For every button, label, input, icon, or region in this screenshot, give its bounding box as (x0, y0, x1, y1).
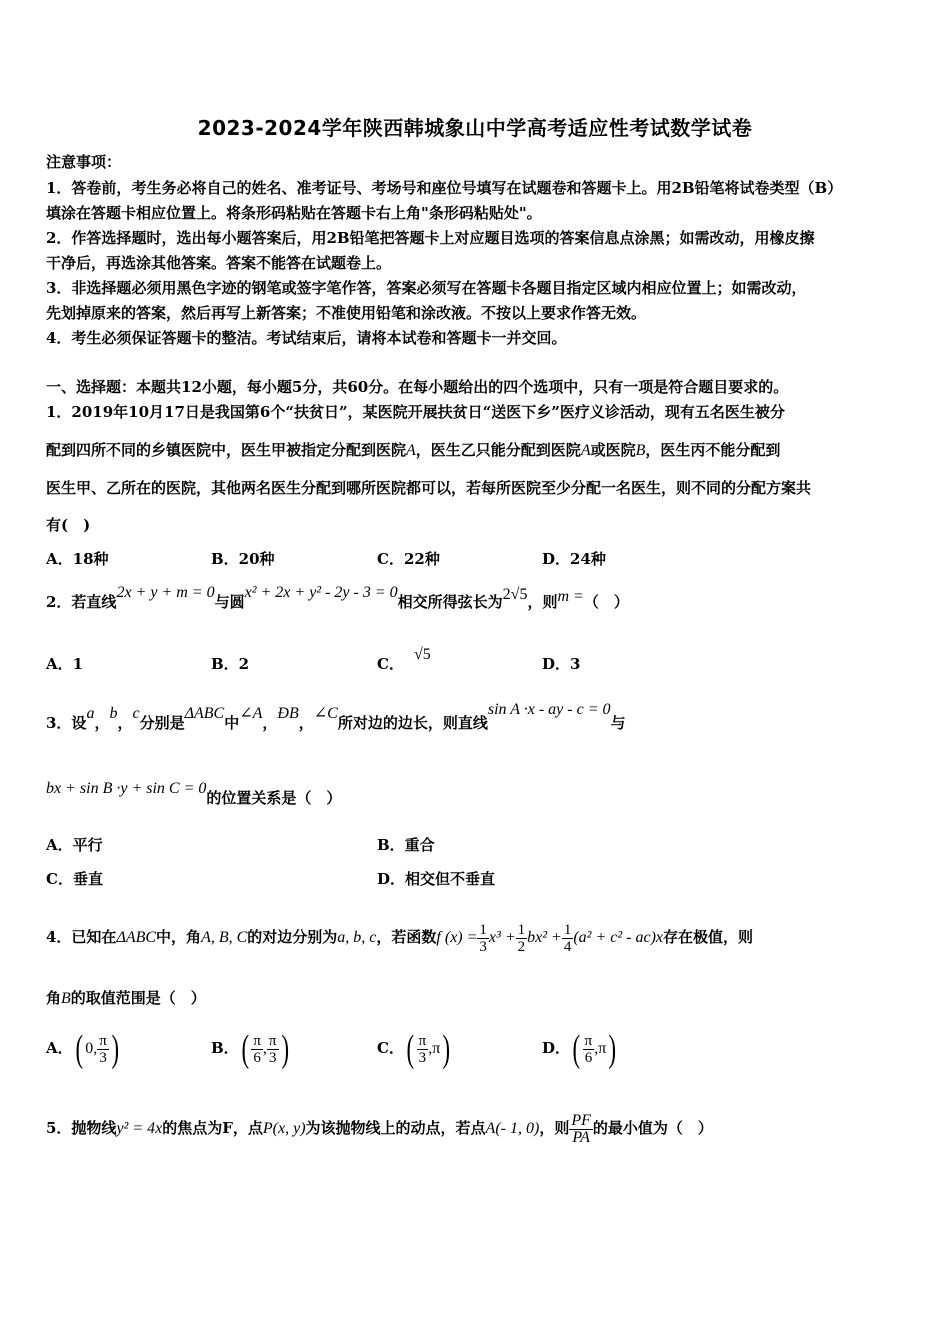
q4-option-c: C．( $\frac{\pi}{3}$ ,π) (377, 1028, 451, 1070)
q2-option-a: A．1 (46, 655, 84, 673)
q3-option-a: A．平行 (46, 836, 103, 854)
q1-option-a: A．18种 (46, 550, 109, 568)
q2-stem: 2．若直线2x + y + m = 0与圆x² + 2x + y² - 2y - 3 = 0相交所得弦长为2√5，则m =（ ） (46, 584, 629, 611)
notice-line: 干净后，再选涂其他答案。答案不能答在试题卷上。 (46, 254, 392, 272)
q1-option-c: C．22种 (377, 550, 440, 568)
notice-line: 先划掉原来的答案，然后再写上新答案；不准使用铅笔和涂改液。不按以上要求作答无效。 (46, 304, 647, 322)
q2-option-c: C．√5 (377, 646, 431, 673)
notice-line: 填涂在答题卡相应位置上。将条形码粘贴在答题卡右上角"条形码粘贴处"。 (46, 204, 542, 222)
q1-option-b: B．20种 (211, 550, 275, 568)
q4-stem-2: 角B的取值范围是（ ） (46, 989, 206, 1007)
q1-line: 医生甲、乙所在的医院，其他两名医生分配到哪所医院都可以，若每所医院至少分配一名医生，则不同的分配方案共 (46, 479, 812, 497)
q4-option-d: D．( $\frac{\pi}{6}$ ,π) (542, 1028, 617, 1070)
notice-line: 4．考生必须保证答题卡的整洁。考试结束后，请将本试卷和答题卡一并交回。 (46, 329, 567, 347)
q3-option-c: C．垂直 (46, 870, 103, 888)
q1-line: 配到四所不同的乡镇医院中，医生甲被指定分配到医院A，医生乙只能分配到医院A或医院B，医生丙不能分配到 (46, 441, 781, 459)
notice-heading: 注意事项： (46, 153, 122, 171)
q3-stem: 3．设a，b，c分别是ΔABC中∠A，ÐB，∠C所对边的边长，则直线sin A ·x - ay - c = 0与 (46, 701, 626, 732)
q3-option-d: D．相交但不垂直 (377, 870, 496, 888)
section-heading: 一、选择题：本题共12小题，每小题5分，共60分。在每小题给出的四个选项中，只有一项是符合题目要求的。 (46, 378, 789, 396)
page-title: 2023-2024学年陕西韩城象山中学高考适应性考试数学试卷 (197, 116, 753, 140)
q4-option-b: B．( $\frac{\pi}{6}$ , $\frac{\pi}{3}$ ) (211, 1028, 289, 1070)
q2-option-d: D．3 (542, 655, 581, 673)
notice-line: 2．作答选择题时，选出每小题答案后，用2B铅笔把答题卡上对应题目选项的答案信息点涂黑；如需改动，用橡皮擦 (46, 229, 815, 247)
q3-stem-2: bx + sin B ·y + sin C = 0的位置关系是（ ） (46, 780, 342, 807)
notice-line: 3．非选择题必须用黑色字迹的钢笔或签字笔作答，答案必须写在答题卡各题目指定区域内相应位置上；如需改动， (46, 279, 807, 297)
q1-line: 有( ) (46, 516, 91, 534)
q1-line: 1．2019年10月17日是我国第6个“扶贫日”，某医院开展扶贫日“送医下乡”医疗义诊活动，现有五名医生被分 (46, 403, 785, 421)
notice-line: 1．答卷前，考生务必将自己的姓名、准考证号、考场号和座位号填写在试题卷和答题卡上。用2B铅笔将试卷类型（B） (46, 179, 843, 197)
q4-option-a: A．( 0, $\frac{\pi}{3}$ ) (46, 1028, 119, 1070)
q5-stem: 5．抛物线y² = 4x的焦点为F，点P(x, y)为该抛物线上的动点，若点A(- 1, 0)，则 $\frac{PF}{PA}$ 的最小值为（ ） (46, 1111, 713, 1146)
q2-option-b: B．2 (211, 655, 250, 673)
q1-option-d: D．24种 (542, 550, 606, 568)
q4-stem: 4．已知在ΔABC中，角A, B, C的对边分别为a, b, c，若函数f (x) = $\frac{1}{3}$ x³ + $\frac{1}{2}$ bx² + $\frac{1}{4}$ (a² + c² - ac)x存在极值，则 (46, 921, 754, 955)
q3-option-b: B．重合 (377, 836, 435, 854)
